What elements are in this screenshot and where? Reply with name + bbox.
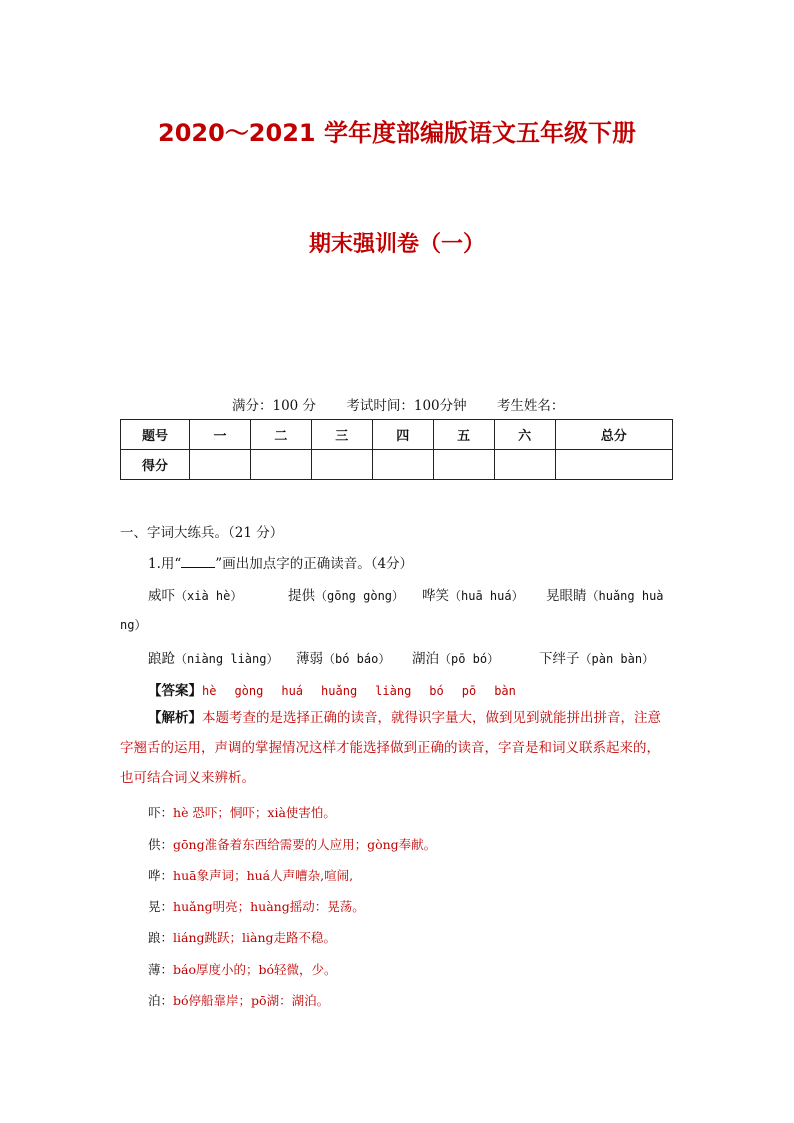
explanation-char: 薄： [148, 962, 174, 977]
answer-value: huá [281, 684, 304, 698]
explanation-item [148, 991, 329, 1009]
document-subtitle: 期末强训卷（一） [308, 232, 485, 257]
explanation-item [148, 897, 365, 915]
question-prefix: 1.用“ [148, 556, 182, 572]
word: 踉跄 [148, 651, 175, 667]
answer-line [148, 679, 534, 699]
answer-value: bàn [494, 684, 516, 698]
pinyin-options: （bó báo） [323, 652, 391, 666]
word: 提供 [288, 588, 315, 604]
explanation-char: 踉： [148, 930, 174, 945]
student-name-label: 考生姓名： [496, 398, 565, 414]
word-item [148, 584, 242, 604]
explanation-item [148, 960, 337, 978]
analysis-label: 【解析】 [148, 710, 202, 726]
explanation-text: liáng跳跃；liàng走路不稳。 [173, 930, 337, 945]
question-1 [148, 552, 413, 572]
answer-values [202, 684, 534, 698]
score-cell[interactable] [555, 450, 672, 480]
explanation-item [148, 866, 353, 884]
answer-label: 【答案】 [148, 683, 202, 699]
header-cell: 三 [311, 420, 372, 450]
word: 哗笑 [422, 588, 449, 604]
word-item [148, 647, 278, 667]
score-table [120, 419, 673, 480]
word-item [412, 647, 499, 667]
pinyin-options: （pō bó） [439, 652, 500, 666]
score-cell[interactable] [433, 450, 494, 480]
pinyin-options: （gōng gòng） [315, 589, 405, 603]
pinyin-options: （huā huá） [449, 589, 524, 603]
underline-blank [181, 555, 215, 568]
explanation-char: 泊： [148, 993, 174, 1008]
exam-time: 考试时间：100分钟 [346, 398, 467, 414]
score-cell[interactable] [250, 450, 311, 480]
explanation-item [148, 803, 336, 821]
score-cell[interactable] [190, 450, 251, 480]
question-suffix: ”画出加点字的正确读音。（4分） [215, 556, 414, 572]
explanation-item [148, 835, 436, 853]
wrapped-pinyin: ng） [120, 618, 147, 632]
explanation-char: 供： [148, 837, 174, 852]
score-row-label: 得分 [121, 450, 190, 480]
explanation-char: 晃： [148, 899, 174, 914]
word: 晃眼睛 [546, 588, 587, 604]
section-heading: 一、字词大练兵。（21 分） [120, 525, 284, 541]
explanation-item [148, 928, 336, 946]
word-item [546, 584, 664, 604]
word-item [422, 584, 524, 604]
header-cell: 六 [494, 420, 555, 450]
score-cell[interactable] [372, 450, 433, 480]
word-item [296, 647, 390, 667]
answer-value: pō [461, 684, 477, 698]
exam-meta [232, 394, 590, 414]
analysis-text: 本题考查的是选择正确的读音，就得识字量大，做到见到就能拼出拼音，注意字翘舌的运用，声调的掌握情况这样才能选择做到正确的读音，字音是和词义联系起来的，也可结合词义来辨析。 [120, 710, 661, 786]
word-item [288, 584, 404, 604]
explanation-text: huǎng明亮；huàng摇动：晃荡。 [173, 899, 365, 914]
explanation-text: bó停船靠岸；pō湖：湖泊。 [173, 993, 330, 1008]
header-cell: 二 [250, 420, 311, 450]
pinyin-options: （xià hè） [175, 589, 243, 603]
word: 威吓 [148, 588, 175, 604]
header-cell: 一 [190, 420, 251, 450]
explanation-text: gōng准备着东西给需要的人应用；gòng奉献。 [173, 837, 437, 852]
score-cell[interactable] [311, 450, 372, 480]
explanation-text: huā象声词；huá人声嘈杂,喧闹, [173, 868, 354, 883]
answer-value: gòng [234, 684, 264, 698]
header-cell: 总分 [555, 420, 672, 450]
word-item [539, 647, 654, 667]
explanation-char: 吓： [148, 805, 174, 820]
explanation-char: 哗： [148, 868, 174, 883]
pinyin-options: （pàn bàn） [579, 652, 655, 666]
header-cell: 四 [372, 420, 433, 450]
full-score: 满分：100 分 [232, 398, 317, 414]
answer-value: bó [429, 684, 444, 698]
header-cell: 五 [433, 420, 494, 450]
pinyin-options: （niàng liàng） [175, 652, 279, 666]
score-table-score-row [121, 450, 673, 480]
explanation-text: hè 恐吓；恫吓；xià使害怕。 [173, 805, 336, 820]
score-cell[interactable] [494, 450, 555, 480]
explanation-text: báo厚度小的；bó轻微，少。 [173, 962, 337, 977]
answer-value: hè [202, 684, 217, 698]
document-title: 2020～2021 学年度部编版语文五年级下册 [158, 119, 636, 147]
word: 下绊子 [539, 651, 580, 667]
answer-value: huǎng [321, 684, 358, 698]
score-table-header-row [121, 420, 673, 450]
word: 湖泊 [412, 651, 439, 667]
pinyin-options: （huǎng huà [586, 589, 664, 603]
word: 薄弱 [296, 651, 323, 667]
analysis-paragraph [120, 703, 668, 793]
answer-value: liàng [375, 684, 412, 698]
header-cell: 题号 [121, 420, 190, 450]
